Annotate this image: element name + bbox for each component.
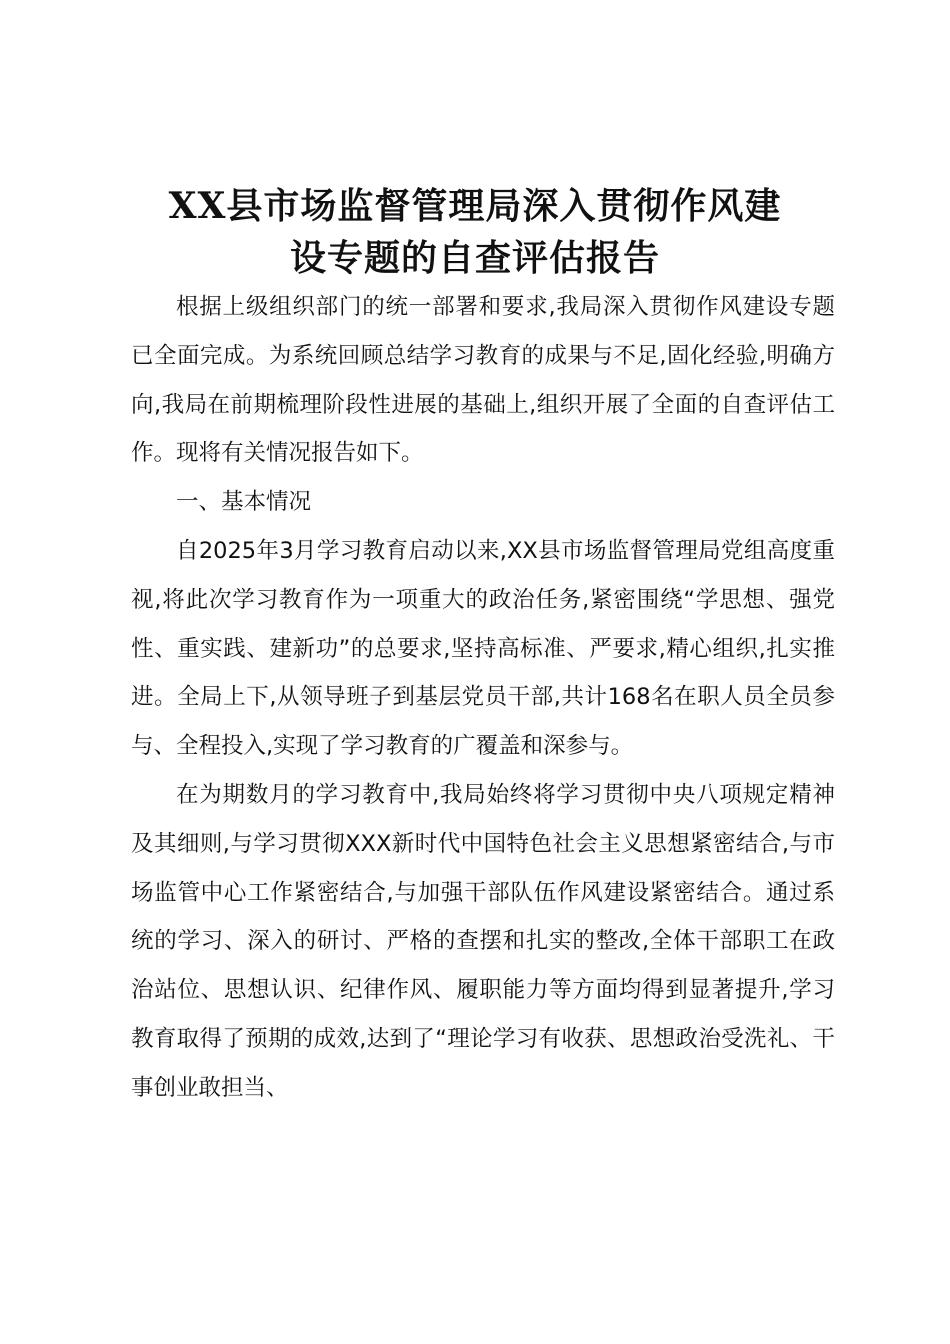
body-paragraph: 自2025年3月学习教育启动以来,XX县市场监督管理局党组高度重视,将此次学习教育作为一项重大的政治任务,紧密围绕“学思想、强党性、重实践、建新功”的总要求,坚持高标准、严要求,精心组织,扎实推进。全局上下,从领导班子到基层党员干部,共计168名在职人员全员参与、全程投入,实现了学习教育的广覆盖和深参与。: [131, 537, 835, 760]
title-line-2: 设专题的自查评估报告: [289, 237, 660, 279]
document-title: [130, 180, 820, 284]
title-line-1: XX县市场监督管理局深入贯彻作风建: [168, 185, 782, 227]
document-body: [131, 283, 835, 1113]
body-paragraph: 在为期数月的学习教育中,我局始终将学习贯彻中央八项规定精神及其细则,与学习贯彻XXX新时代中国特色社会主义思想紧密结合,与市场监管中心工作紧密结合,与加强干部队伍作风建设紧密结合。通过系统的学习、深入的研讨、严格的查摆和扎实的整改,全体干部职工在政治站位、思想认识、纪律作风、履职能力等方面均得到显著提升,学习教育取得了预期的成效,达到了“理论学习有收获、思想政治受洗礼、干事创业敢担当、: [131, 781, 835, 1101]
section-heading-basic-situation: 一、基本情况: [176, 489, 312, 516]
intro-paragraph: 根据上级组织部门的统一部署和要求,我局深入贯彻作风建设专题已全面完成。为系统回顾总结学习教育的成果与不足,固化经验,明确方向,我局在前期梳理阶段性进展的基础上,组织开展了全面的自查评估工作。现将有关情况报告如下。: [131, 294, 835, 467]
